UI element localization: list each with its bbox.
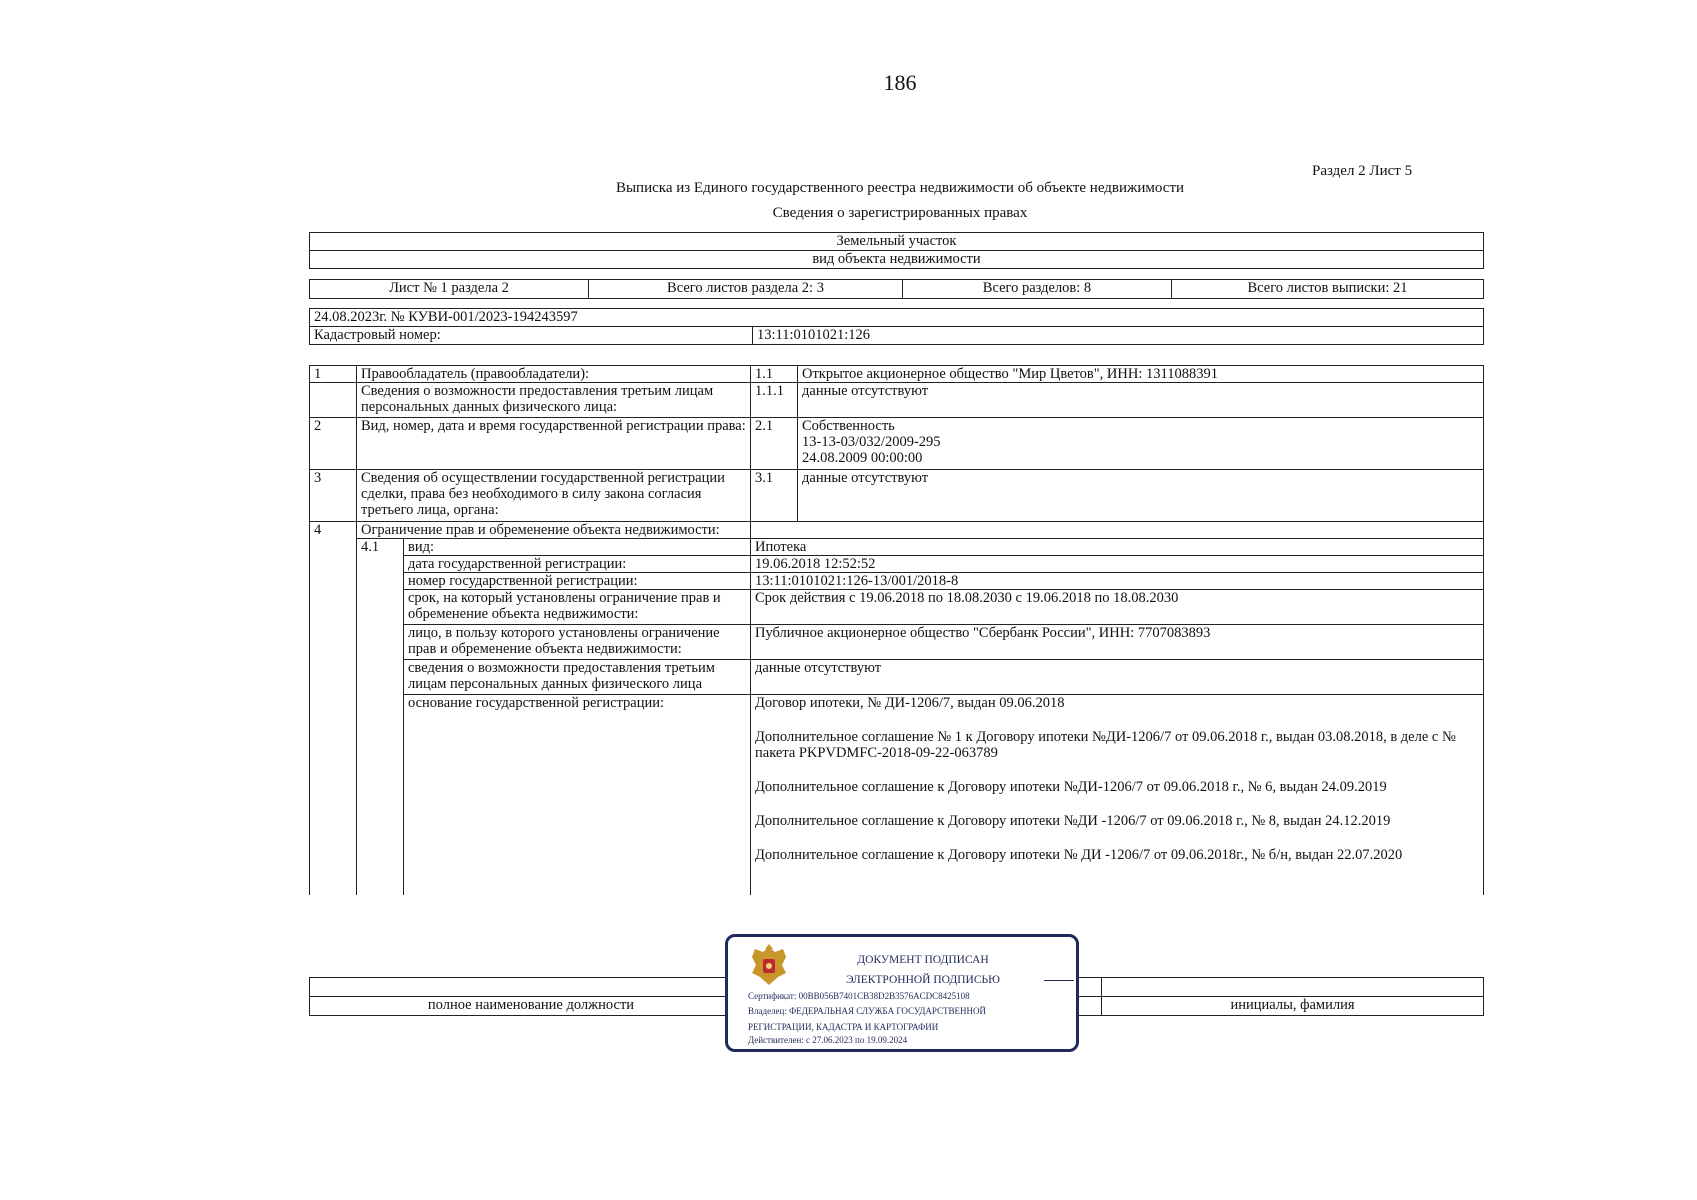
basis-item: Дополнительное соглашение к Договору ипотеки № ДИ -1206/7 от 09.06.2018г., № б/н, выдан 22.07.2020 bbox=[755, 847, 1403, 863]
field-value: Ипотека bbox=[751, 539, 1484, 556]
cadastral-label: Кадастровый номер: bbox=[310, 327, 753, 345]
row-subnumber: 1.1 bbox=[751, 366, 798, 383]
row-label: Ограничение прав и обременение объекта недвижимости: bbox=[357, 522, 751, 539]
total-section-sheets: Всего листов раздела 2: 3 bbox=[589, 280, 903, 299]
basis-item: Дополнительное соглашение к Договору ипотеки №ДИ -1206/7 от 09.06.2018 г., № 8, выдан 24.12.2019 bbox=[755, 813, 1391, 829]
basis-list bbox=[751, 695, 1484, 896]
table-row bbox=[310, 539, 1484, 556]
row-number: 4 bbox=[310, 522, 357, 896]
row-value: данные отсутствуют bbox=[798, 383, 1484, 418]
field-label: вид: bbox=[404, 539, 751, 556]
row-label: Сведения об осуществлении государственной регистрации сделки, права без необходимого в силу закона согласия третьего лица, органа: bbox=[357, 470, 751, 522]
stamp-validity: Действителен: с 27.06.2023 по 19.09.2024 bbox=[748, 1035, 908, 1045]
row-subnumber: 1.1.1 bbox=[751, 383, 798, 418]
stamp-title-line1: ДОКУМЕНТ ПОДПИСАН bbox=[857, 954, 989, 966]
table-row bbox=[310, 418, 1484, 470]
rights-table bbox=[309, 365, 1484, 895]
field-value: Публичное акционерное общество "Сбербанк России", ИНН: 7707083893 bbox=[751, 625, 1484, 660]
field-label: срок, на который установлены ограничение прав и обременение объекта недвижимости: bbox=[404, 590, 751, 625]
electronic-signature-stamp bbox=[725, 934, 1079, 1052]
stamp-owner-line1: Владелец: ФЕДЕРАЛЬНАЯ СЛУЖБА ГОСУДАРСТВЕННОЙ bbox=[748, 1006, 987, 1016]
object-type-table bbox=[309, 232, 1484, 269]
position-caption: полное наименование должности bbox=[310, 997, 753, 1016]
field-label: сведения о возможности предоставления третьим лицам персональных данных физического лица bbox=[404, 660, 751, 695]
table-row bbox=[310, 522, 1484, 539]
stamp-certificate: Сертификат: 00BB056B7401CB38D2B3576ACDC8425108 bbox=[748, 991, 970, 1001]
row-value: Открытое акционерное общество "Мир Цветов", ИНН: 1311088391 bbox=[798, 366, 1484, 383]
table-row bbox=[310, 590, 1484, 625]
row-number: 3 bbox=[310, 470, 357, 522]
coat-of-arms-icon bbox=[748, 943, 790, 987]
table-row bbox=[310, 383, 1484, 418]
basis-item: Дополнительное соглашение к Договору ипотеки №ДИ-1206/7 от 09.06.2018 г., № 6, выдан 24.09.2019 bbox=[755, 779, 1387, 795]
basis-item: Дополнительное соглашение № 1 к Договору ипотеки №ДИ-1206/7 от 09.06.2018 г., выдан 03.08.2018, в деле с № пакета PKPVDMFC-2018-09-22-063789 bbox=[755, 729, 1456, 761]
field-value: 19.06.2018 12:52:52 bbox=[751, 556, 1484, 573]
right-date: 24.08.2009 00:00:00 bbox=[802, 450, 923, 466]
table-row bbox=[310, 660, 1484, 695]
field-value: 13:11:0101021:126-13/001/2018-8 bbox=[751, 573, 1484, 590]
table-row bbox=[310, 695, 1484, 896]
document-subtitle: Сведения о зарегистрированных правах bbox=[772, 205, 1028, 221]
object-name: Земельный участок bbox=[310, 233, 1484, 251]
row-subnumber: 4.1 bbox=[357, 539, 404, 896]
row-label: Сведения о возможности предоставления третьим лицам персональных данных физического лица: bbox=[357, 383, 751, 418]
object-caption: вид объекта недвижимости bbox=[310, 251, 1484, 269]
row-number: 2 bbox=[310, 418, 357, 470]
sheet-counters-table bbox=[309, 279, 1484, 299]
page-number: 186 bbox=[883, 70, 917, 95]
cadastral-value: 13:11:0101021:126 bbox=[753, 327, 1484, 345]
row-subnumber: 3.1 bbox=[751, 470, 798, 522]
field-label: основание государственной регистрации: bbox=[404, 695, 751, 896]
total-sections: Всего разделов: 8 bbox=[903, 280, 1172, 299]
row-value: данные отсутствуют bbox=[798, 470, 1484, 522]
right-number: 13-13-03/032/2009-295 bbox=[802, 434, 941, 450]
field-label: номер государственной регистрации: bbox=[404, 573, 751, 590]
table-row bbox=[310, 573, 1484, 590]
name-caption: инициалы, фамилия bbox=[1102, 997, 1484, 1016]
table-row bbox=[310, 625, 1484, 660]
table-row bbox=[310, 556, 1484, 573]
right-kind: Собственность bbox=[802, 418, 895, 434]
row-label: Вид, номер, дата и время государственной регистрации права: bbox=[357, 418, 751, 470]
meta-table bbox=[309, 308, 1484, 345]
row-number: 1 bbox=[310, 366, 357, 383]
basis-item: Договор ипотеки, № ДИ-1206/7, выдан 09.06.2018 bbox=[755, 695, 1065, 711]
row-subnumber: 2.1 bbox=[751, 418, 798, 470]
sheet-label: Раздел 2 Лист 5 bbox=[1312, 163, 1413, 179]
sheet-number: Лист № 1 раздела 2 bbox=[310, 280, 589, 299]
field-value: данные отсутствуют bbox=[751, 660, 1484, 695]
date-number: 24.08.2023г. № КУВИ-001/2023-194243597 bbox=[310, 309, 1484, 327]
document-title: Выписка из Единого государственного реестра недвижимости об объекте недвижимости bbox=[615, 180, 1185, 196]
stamp-owner-line2: РЕГИСТРАЦИИ, КАДАСТРА И КАРТОГРАФИИ bbox=[748, 1022, 939, 1032]
row-value bbox=[798, 418, 1484, 470]
table-row bbox=[310, 366, 1484, 383]
total-extract-sheets: Всего листов выписки: 21 bbox=[1172, 280, 1484, 299]
field-label: лицо, в пользу которого установлены ограничение прав и обременение объекта недвижимости: bbox=[404, 625, 751, 660]
field-value: Срок действия с 19.06.2018 по 18.08.2030 с 19.06.2018 по 18.08.2030 bbox=[751, 590, 1484, 625]
stamp-title-line2: ЭЛЕКТРОННОЙ ПОДПИСЬЮ bbox=[846, 974, 1000, 986]
table-row bbox=[310, 470, 1484, 522]
row-label: Правообладатель (правообладатели): bbox=[357, 366, 751, 383]
field-label: дата государственной регистрации: bbox=[404, 556, 751, 573]
